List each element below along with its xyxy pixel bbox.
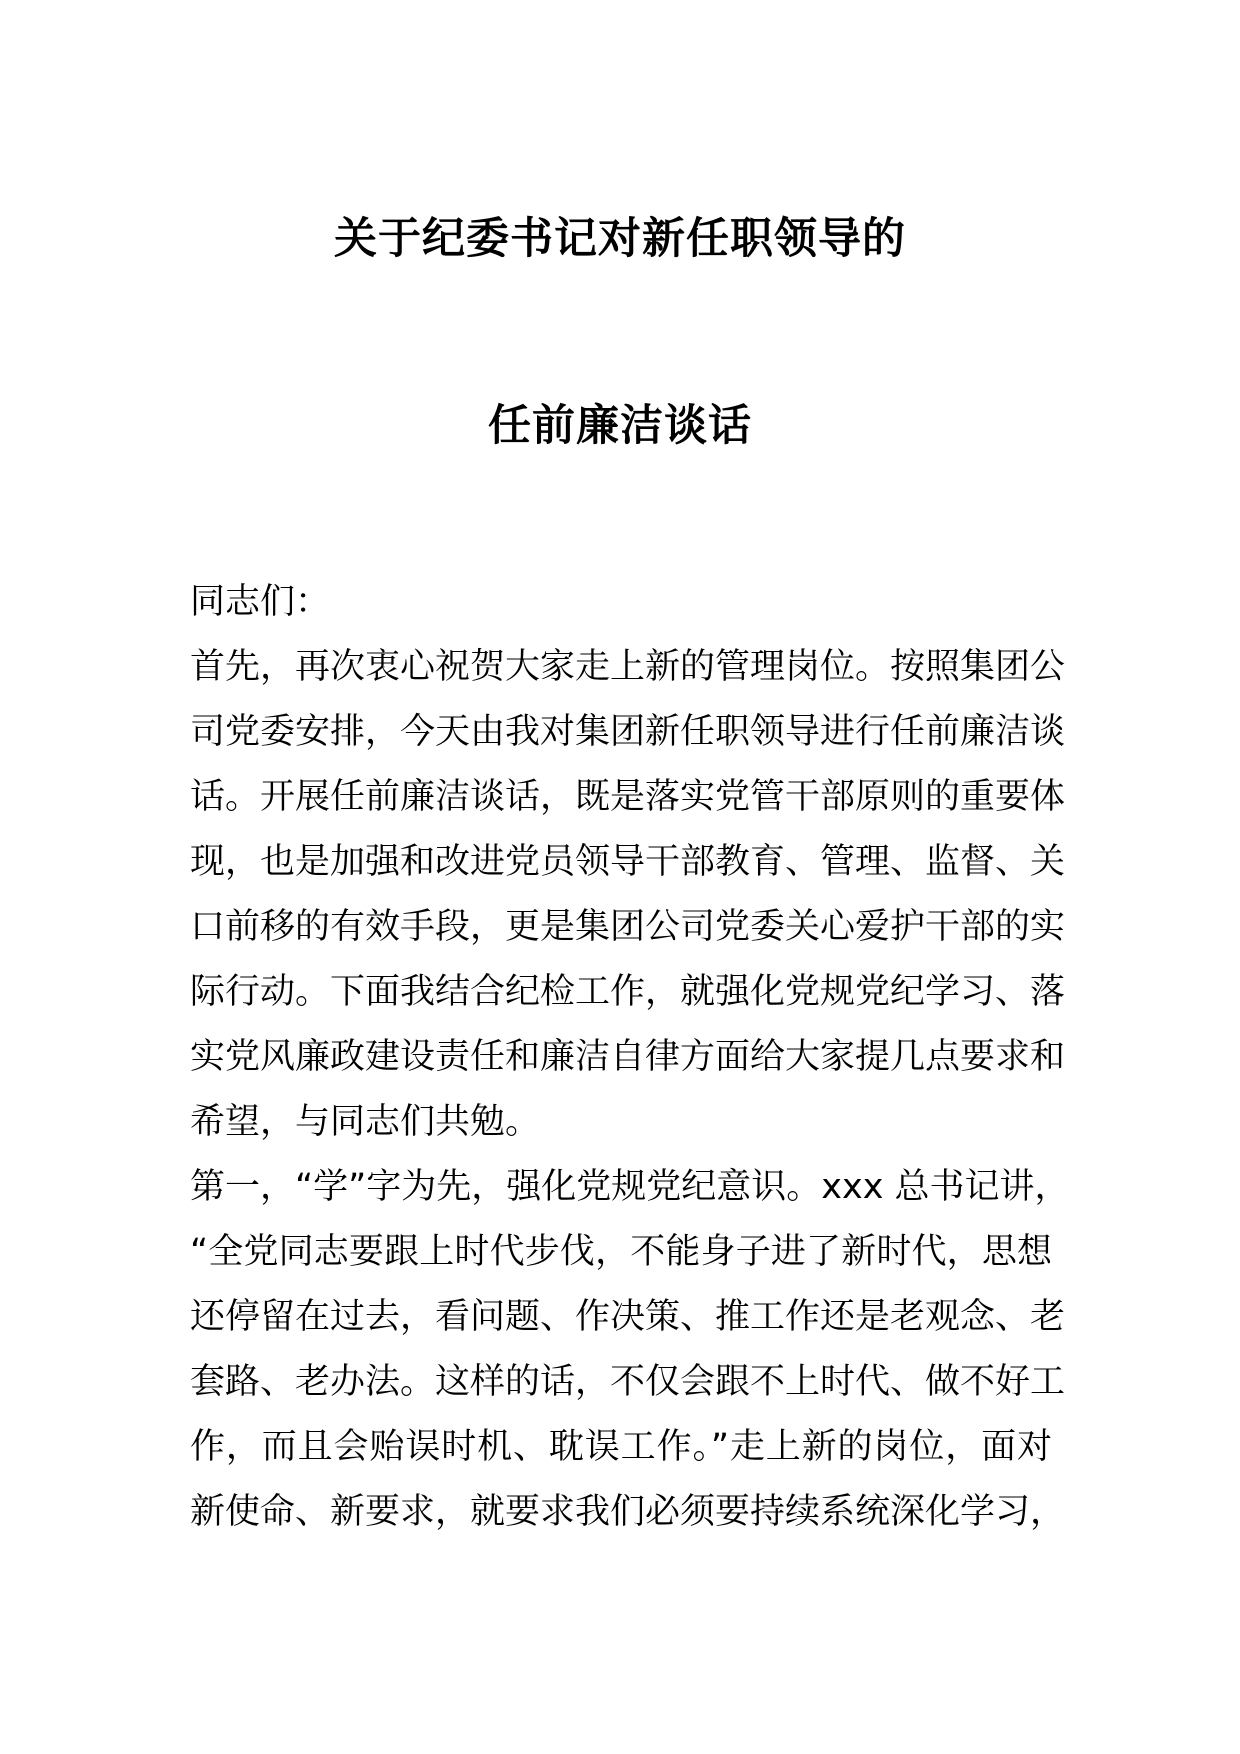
paragraph-line: 希望，与同志们共勉。 [190,1102,541,1142]
salutation: 同志们： [190,582,331,622]
paragraph-line: 还停留在过去，看问题、作决策、推工作还是老观念、老 [190,1297,1066,1337]
paragraph-line: 作，而且会贻误时机、耽误工作。”走上新的岗位，面对 [190,1427,1052,1467]
document-title-line-1: 关于纪委书记对新任职领导的 [334,214,906,264]
paragraph-line: 第一，“学”字为先，强化党规党纪意识。xxx 总书记讲， [190,1167,1070,1207]
paragraph-line: 套路、老办法。这样的话，不仅会跟不上时代、做不好工 [190,1362,1066,1402]
paragraph-line: “全党同志要跟上时代步伐，不能身子进了新时代，思想 [190,1232,1052,1272]
paragraph-line: 实党风廉政建设责任和廉洁自律方面给大家提几点要求和 [190,1037,1066,1077]
paragraph-line: 司党委安排，今天由我对集团新任职领导进行任前廉洁谈 [190,712,1066,752]
paragraph-line: 口前移的有效手段，更是集团公司党委关心爱护干部的实 [190,907,1066,947]
paragraph-line: 话。开展任前廉洁谈话，既是落实党管干部原则的重要体 [190,777,1066,817]
document-title-line-2: 任前廉洁谈话 [488,401,752,451]
paragraph-line: 新使命、新要求，就要求我们必须要持续系统深化学习， [190,1492,1066,1532]
paragraph-line: 首先，再次衷心祝贺大家走上新的管理岗位。按照集团公 [190,647,1066,687]
paragraph-line: 现，也是加强和改进党员领导干部教育、管理、监督、关 [190,842,1066,882]
paragraph-line: 际行动。下面我结合纪检工作，就强化党规党纪学习、落 [190,972,1066,1012]
